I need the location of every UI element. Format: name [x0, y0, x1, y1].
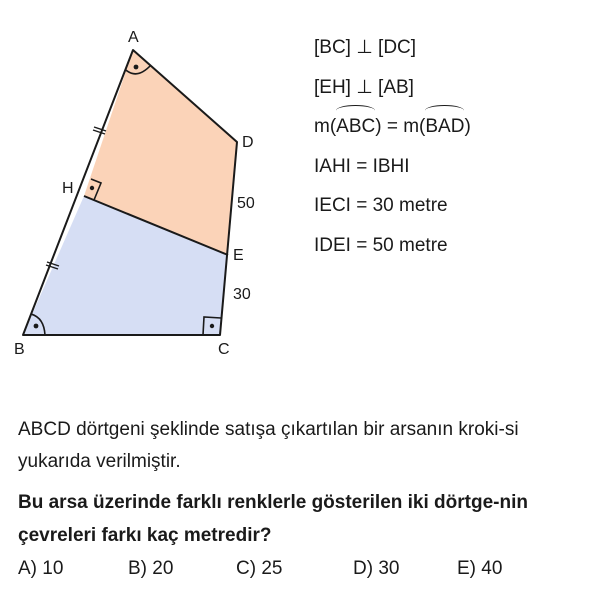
given-line-angle-equality	[314, 107, 471, 147]
angle-c-dot	[210, 324, 214, 328]
angle-b-dot	[34, 324, 39, 329]
question-text: Bu arsa üzerinde farklı renklerle gösterilen iki dörtge-nin çevreleri farkı kaç metredir?	[18, 492, 528, 546]
angle-text-middle: ) = m(	[375, 116, 426, 137]
option-c[interactable]: C) 25	[236, 558, 283, 579]
vertex-label-d: D	[242, 134, 254, 151]
given-line: [BC] ⊥ [DC]	[314, 37, 417, 58]
vertex-label-c: C	[218, 341, 230, 358]
problem-statement: ABCD dörtgeni şeklinde satışa çıkartılan bir arsanın kroki-si yukarıda verilmiştir.	[18, 419, 519, 472]
angle-bad-notation: BAD	[425, 107, 464, 147]
angle-abc-notation: ABC	[336, 107, 375, 147]
vertex-label-a: A	[128, 29, 139, 46]
option-d[interactable]: D) 30	[353, 558, 400, 579]
given-line: [EH] ⊥ [AB]	[314, 76, 414, 98]
option-b[interactable]: B) 20	[128, 558, 174, 579]
option-a[interactable]: A) 10	[18, 558, 64, 579]
angle-h-dot	[90, 186, 94, 190]
vertex-label-h: H	[62, 180, 74, 197]
given-line: IDEI = 50 metre	[314, 234, 448, 256]
length-label-de: 50	[237, 195, 255, 212]
angle-a-dot	[134, 65, 139, 70]
option-e[interactable]: E) 40	[457, 558, 503, 579]
given-line: IECI = 30 metre	[314, 195, 448, 216]
given-conditions	[314, 28, 471, 265]
angle-text-suffix: )	[464, 116, 471, 137]
vertex-label-e: E	[233, 247, 244, 264]
vertex-label-b: B	[14, 341, 25, 358]
given-line: IAHI = IBHI	[314, 155, 410, 177]
angle-text-prefix: m(	[314, 116, 337, 137]
length-label-ec: 30	[233, 286, 251, 303]
